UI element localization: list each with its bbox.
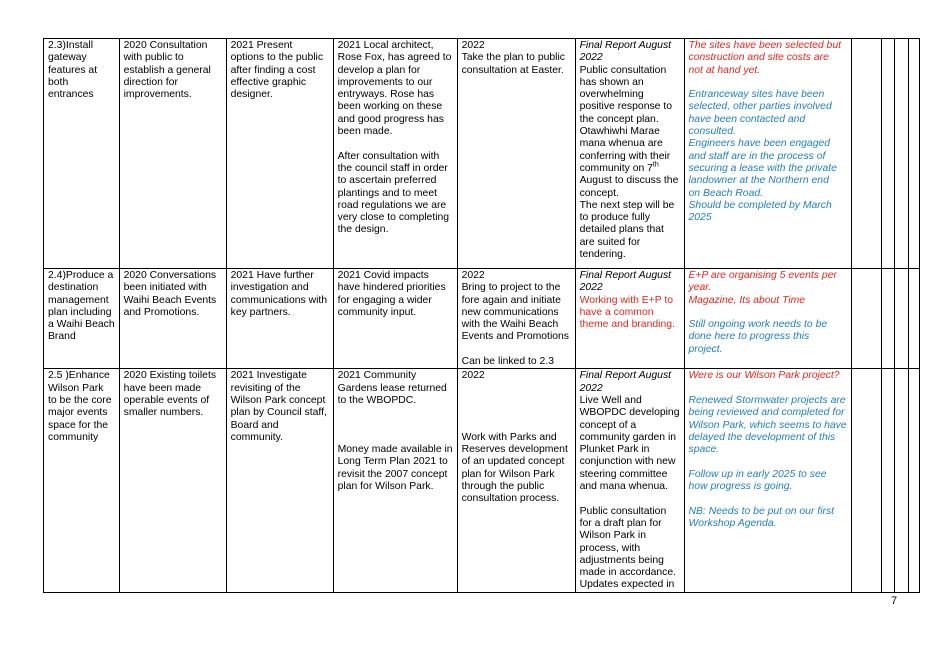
text-line: the design. (337, 224, 389, 236)
text-line-content: tendering. (579, 249, 626, 261)
text-line: have hindered priorities (337, 282, 446, 294)
year-2022-cell (457, 269, 575, 369)
text-line (462, 420, 571, 432)
final-report-cell (575, 269, 684, 369)
progress-cell (333, 369, 457, 592)
text-line: landowner at the Northern end (688, 175, 829, 187)
text-line: on Beach Road. (688, 187, 764, 199)
text-line: The sites have been selected but (688, 40, 841, 51)
text-line (689, 493, 847, 505)
text-line (580, 555, 680, 567)
text-line: Final Report August (579, 270, 672, 281)
final-report-cell (575, 369, 684, 592)
text-line: have a common (579, 306, 654, 318)
text-line: and good progress has (337, 113, 444, 125)
text-line (580, 151, 680, 163)
text-line: After consultation with (337, 150, 440, 162)
table-row (44, 369, 920, 592)
text-line: plan for Wilson Park (461, 468, 555, 480)
text-line-content: positive response to (579, 101, 672, 113)
text-line: for engaging a wider (337, 294, 432, 306)
text-line: Wilson Park (48, 382, 104, 394)
text-line: both (48, 76, 69, 88)
text-line (580, 138, 680, 150)
text-line: consultation at Easter. (461, 64, 564, 76)
text-line: Work with Parks and (461, 431, 557, 443)
text-line-content: The next step will be (579, 199, 675, 211)
objective-cell (44, 269, 120, 369)
text-line (338, 138, 453, 150)
text-line: Workshop Agenda. (688, 517, 777, 529)
empty-cell (881, 369, 894, 592)
empty-cell (881, 269, 894, 369)
text-line: 2021 Covid impacts (337, 270, 429, 281)
text-line (580, 579, 680, 591)
text-line-content: Wilson Park in (579, 530, 646, 542)
text-line: year. (688, 282, 712, 294)
text-line: been made. (337, 126, 393, 138)
text-line: Events and Promotions (461, 331, 570, 343)
text-line: plan including (48, 306, 112, 318)
text-line: Final Report August (579, 370, 672, 382)
text-line: been working on these (337, 101, 443, 113)
text-line: Wilson Park concept (230, 394, 326, 406)
text-line (338, 432, 453, 444)
text-line: 2022 (579, 382, 603, 394)
text-line: through the public (461, 481, 545, 493)
text-line: 2022 (579, 52, 603, 64)
superscript: th (652, 161, 659, 169)
text-line: Engineers have been engaged (688, 138, 831, 150)
year-2021-cell (226, 369, 333, 592)
text-line: and Promotions. (123, 306, 200, 318)
year-2021-cell (226, 269, 333, 369)
text-line-content: concept. (579, 187, 619, 199)
text-line: Rose Fox, has agreed to (337, 52, 452, 64)
text-line-content: mana whenua are (579, 138, 663, 150)
text-line: improvements to our (337, 76, 433, 88)
text-line: with public to (123, 52, 184, 64)
text-line: 2020 Consultation (123, 40, 208, 51)
text-line-content: detailed plans that (579, 224, 664, 236)
text-line: fore again and initiate (461, 294, 561, 306)
year-2020-cell (119, 369, 226, 592)
text-line: 2020 Conversations (123, 270, 217, 281)
text-line (580, 456, 680, 468)
text-line (338, 407, 453, 419)
text-line: have been contacted and (688, 113, 806, 125)
text-line: plan by Council staff, (230, 407, 327, 419)
text-line: entrances (48, 89, 94, 101)
text-line (689, 456, 847, 468)
text-line: effective graphic (230, 76, 307, 88)
text-line: Take the plan to public (461, 52, 565, 64)
text-line: Follow up in early 2025 to see (688, 468, 827, 480)
text-line: Long Term Plan 2021 to (337, 456, 448, 468)
text-line: 2022 (461, 370, 485, 382)
text-line: investigation and (230, 282, 309, 294)
text-line: community (48, 431, 99, 443)
text-line (338, 420, 453, 432)
text-line: new communications (461, 306, 559, 318)
text-line: establish a general (123, 64, 211, 76)
text-line: Wilson Park, which seems to have (688, 419, 847, 431)
text-line: consulted. (688, 126, 736, 138)
text-line: communications with (230, 294, 328, 306)
text-line (580, 175, 680, 187)
text-line (580, 567, 680, 579)
text-line (462, 344, 571, 356)
empty-cell (908, 369, 919, 592)
text-line: the council staff in order (337, 162, 448, 174)
text-line-content: has shown an (579, 76, 644, 88)
text-line: Final Report August (579, 40, 672, 51)
table-row (44, 269, 920, 369)
objective-cell (44, 39, 120, 269)
year-2021-cell (226, 39, 333, 269)
text-line: NB: Needs to be put on our first (688, 505, 835, 517)
empty-cell (894, 269, 908, 369)
text-line: Waihi Beach Events (123, 294, 217, 306)
text-line: to be the core (48, 394, 112, 406)
text-line: 2021 Investigate (230, 370, 307, 382)
text-line-content: community garden in (579, 431, 677, 443)
text-line: 2021 Community (337, 370, 417, 382)
text-line (580, 249, 680, 261)
text-line (689, 383, 847, 395)
page-number: 7 (891, 595, 898, 607)
text-line (580, 518, 680, 530)
text-line: Money made available in (337, 444, 453, 456)
text-line (462, 395, 571, 407)
text-line: of an updated concept (461, 456, 565, 468)
text-line-content: the concept plan. (579, 113, 659, 125)
text-line (462, 407, 571, 419)
text-line-content: to produce fully (579, 212, 651, 224)
empty-cell (894, 369, 908, 592)
text-line: 2.5 )Enhance (48, 370, 110, 382)
text-line (580, 481, 680, 493)
text-line: Magazine, Its about Time (688, 294, 806, 306)
text-line-content: and mana whenua. (579, 481, 668, 493)
text-line: construction and site costs are (688, 52, 829, 64)
year-2020-cell (119, 39, 226, 269)
text-line: 2025 (688, 212, 712, 224)
text-line-content: adjustments being (579, 554, 664, 566)
text-line (580, 212, 680, 224)
text-line-content: process, with (579, 542, 641, 554)
text-line-content: Live Well and (579, 394, 642, 406)
empty-cell (894, 39, 908, 269)
text-line: Should be completed by March (688, 199, 832, 211)
text-line-content: Updates expected in (579, 579, 675, 591)
text-line (580, 530, 680, 542)
text-line: entryways. Rose has (337, 89, 435, 101)
text-line: 2022 (461, 270, 485, 281)
text-line: selected, other parties involved (688, 101, 832, 113)
progress-cell (333, 39, 457, 269)
text-line (580, 395, 680, 407)
text-line: options to the public (230, 52, 324, 64)
text-line-content: Otawhiwhi Marae (579, 126, 660, 138)
text-line: 2.4)Produce a (48, 270, 114, 281)
text-line: how progress is going. (688, 481, 793, 493)
text-line: Were is our Wilson Park project? (688, 370, 840, 382)
text-line: 2021 Have further (230, 270, 314, 281)
text-line: improvements. (123, 89, 192, 101)
spacer (689, 307, 847, 319)
text-line: after finding a cost (230, 64, 316, 76)
progress-cell (333, 269, 457, 369)
text-line: very close to completing (337, 212, 450, 224)
empty-cell (881, 39, 894, 269)
text-line: Reserves development (461, 444, 568, 456)
text-line: theme and branding. (579, 319, 675, 331)
text-line: being reviewed and completed for (688, 407, 845, 419)
text-line: revisiting of the (230, 382, 301, 394)
text-line: plan for Wilson Park. (337, 481, 434, 493)
text-line (580, 77, 680, 89)
text-line: revisit the 2007 concept (337, 468, 448, 480)
text-line (580, 407, 680, 419)
text-line: Working with E+P to (579, 294, 674, 306)
text-line: gateway (48, 52, 87, 64)
empty-cell (908, 39, 919, 269)
text-line: not at hand yet. (688, 64, 761, 76)
text-line: management (48, 294, 109, 306)
empty-cell (851, 39, 881, 269)
text-line-content: conjunction with new (579, 456, 676, 468)
text-line-content: are suited for (579, 236, 641, 248)
text-line: space. (688, 444, 720, 456)
text-line: done here to progress this (688, 331, 810, 343)
text-line: Bring to project to the (461, 282, 561, 294)
text-line: 2.3)Install (48, 40, 94, 51)
text-line: plantings and to meet (337, 187, 437, 199)
text-line: 2020 Existing toilets (123, 370, 217, 382)
text-line: direction for (123, 76, 178, 88)
text-line: 2022 (461, 40, 485, 51)
text-line (580, 65, 680, 77)
table-row (44, 39, 920, 269)
text-line (580, 200, 680, 212)
spacer (689, 77, 847, 89)
text-line: road regulations we are (337, 199, 447, 211)
text-line: 2022 (579, 282, 603, 294)
text-line (580, 188, 680, 200)
text-line: project. (688, 343, 723, 355)
text-line: destination (48, 282, 99, 294)
text-line: community. (230, 431, 283, 443)
text-line: consultation process. (461, 493, 560, 505)
text-line: delayed the development of this (688, 431, 836, 443)
empty-cell (851, 269, 881, 369)
text-line: Still ongoing work needs to be (688, 319, 828, 331)
comments-cell (684, 39, 851, 269)
text-line: features at (48, 64, 98, 76)
text-line-content: overwhelming (579, 89, 644, 101)
text-line-content: made in accordance. (579, 567, 677, 579)
empty-cell (908, 269, 919, 369)
text-line: designer. (230, 89, 273, 101)
text-line: operable events of (123, 394, 210, 406)
text-line: Renewed Stormwater projects are (688, 394, 846, 406)
strategy-table (43, 38, 920, 593)
text-line (580, 432, 680, 444)
text-line: E+P are organising 5 events per (688, 270, 837, 281)
text-line: major events (48, 407, 108, 419)
year-2022-cell (457, 369, 575, 592)
text-line (580, 224, 680, 236)
text-line (580, 163, 680, 175)
text-line-content: Public consultation (579, 505, 667, 517)
text-line: with the Waihi Beach (461, 319, 559, 331)
text-line: to ascertain preferred (337, 175, 437, 187)
text-line: Board and (230, 419, 279, 431)
text-line: securing a lease with the private (688, 162, 837, 174)
objective-cell (44, 369, 120, 592)
text-line: community input. (337, 306, 417, 318)
text-line: Gardens lease returned (337, 382, 447, 394)
text-line (580, 506, 680, 518)
text-line (462, 383, 571, 395)
text-line: and staff are in the process of (688, 150, 826, 162)
text-line: have been made (123, 382, 202, 394)
text-line (580, 126, 680, 138)
text-line-content: Plunket Park in (579, 444, 650, 456)
text-line: space for the (48, 419, 109, 431)
text-line (580, 420, 680, 432)
text-line: been initiated with (123, 282, 207, 294)
text-line (580, 101, 680, 113)
final-report-cell (575, 39, 684, 269)
text-line (580, 89, 680, 101)
text-line (580, 493, 680, 505)
year-2022-cell (457, 39, 575, 269)
text-line: smaller numbers. (123, 407, 204, 419)
text-line (580, 469, 680, 481)
text-line-content: for a draft plan for (579, 517, 662, 529)
text-line-content: steering committee (579, 468, 668, 480)
text-line (580, 237, 680, 249)
text-line: Can be linked to 2.3 (461, 356, 555, 368)
text-line-content: concept of a (579, 419, 637, 431)
text-line (580, 114, 680, 126)
text-line: develop a plan for (337, 64, 421, 76)
table-body (44, 39, 920, 593)
text-line: 2021 Local architect, (337, 40, 434, 51)
text-line (580, 543, 680, 555)
text-line-content: Public consultation (579, 64, 667, 76)
text-line-content: WBOPDC developing (579, 407, 680, 419)
year-2020-cell (119, 269, 226, 369)
text-line-content: August to discuss the (579, 175, 679, 187)
text-line: Entranceway sites have been (688, 89, 825, 101)
text-line-content: community on 7 (579, 162, 653, 174)
comments-cell (684, 269, 851, 369)
text-line: key partners. (230, 306, 291, 318)
text-line: Brand (48, 331, 76, 343)
comments-cell (684, 369, 851, 592)
text-line: a Waihi Beach (48, 319, 115, 331)
text-line: 2021 Present (230, 40, 293, 51)
empty-cell (851, 369, 881, 592)
text-line (580, 444, 680, 456)
text-line: to the WBOPDC. (337, 394, 417, 406)
text-line-content: conferring with their (579, 150, 671, 162)
